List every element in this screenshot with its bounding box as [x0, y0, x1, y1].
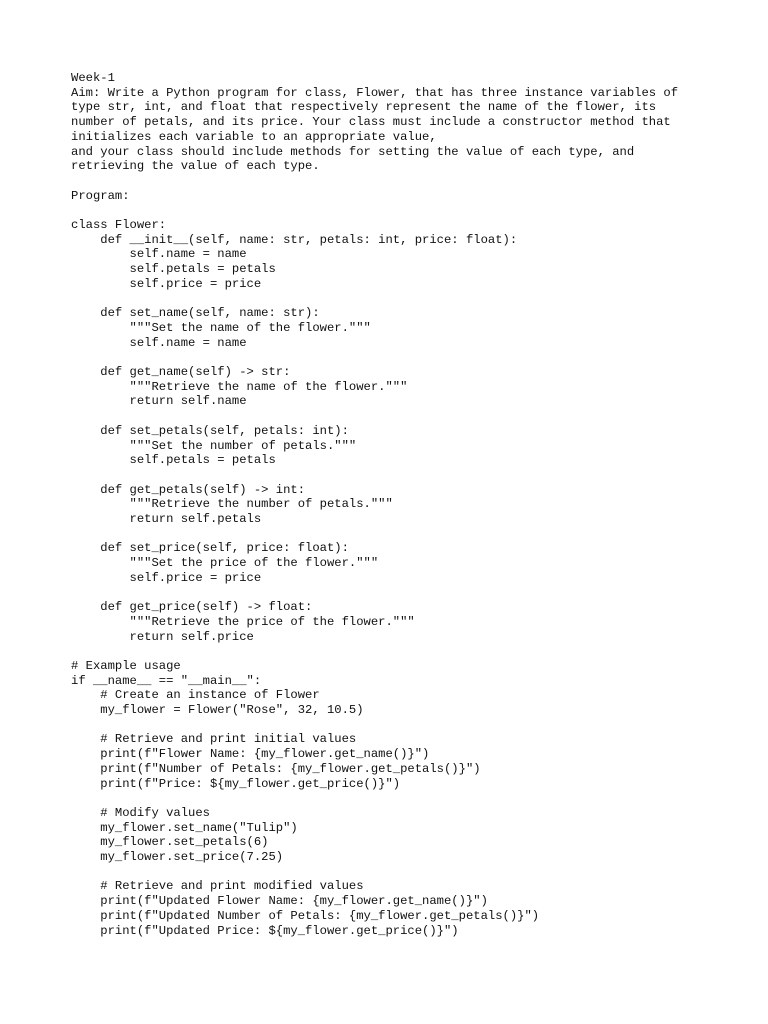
document-line — [71, 718, 751, 733]
document-line: def set_name(self, name: str): — [71, 306, 320, 321]
document-line: def set_price(self, price: float): — [71, 541, 349, 556]
document-line: self.petals = petals — [71, 453, 276, 468]
document-line: my_flower.set_petals(6) — [71, 835, 269, 850]
document-line: """Retrieve the number of petals.""" — [71, 497, 393, 512]
document-line: my_flower.set_name("Tulip") — [71, 820, 298, 835]
document-body — [71, 71, 751, 938]
document-line — [71, 174, 751, 189]
document-line: """Retrieve the name of the flower.""" — [71, 379, 408, 394]
document-line: number of petals, and its price. Your class must include a constructor method that — [71, 115, 671, 130]
document-line — [71, 586, 751, 601]
document-line — [71, 791, 751, 806]
document-line: and your class should include methods for setting the value of each type, and — [71, 144, 635, 159]
document-line — [71, 203, 751, 218]
document-line: print(f"Updated Number of Petals: {my_flower.get_petals()}") — [71, 908, 540, 923]
document-line: return self.petals — [71, 512, 262, 526]
document-line: my_flower = Flower("Rose", 32, 10.5) — [71, 703, 364, 718]
document-line: def __init__(self, name: str, petals: int, price: float): — [71, 232, 518, 247]
document-line: self.price = price — [71, 570, 262, 585]
document-line: print(f"Updated Price: ${my_flower.get_price()}") — [71, 923, 459, 938]
document-line: """Retrieve the price of the flower.""" — [71, 614, 415, 629]
document-line: print(f"Flower Name: {my_flower.get_name()}") — [71, 747, 430, 762]
document-line — [71, 468, 751, 483]
document-line: print(f"Number of Petals: {my_flower.get_petals()}") — [71, 761, 481, 776]
document-line: Aim: Write a Python program for class, Flower, that has three instance variables of — [71, 85, 679, 100]
document-line: self.name = name — [71, 335, 247, 350]
document-line — [71, 350, 751, 365]
document-line: def get_name(self) -> str: — [71, 365, 291, 379]
document-line: """Set the name of the flower.""" — [71, 320, 371, 335]
document-line: my_flower.set_price(7.25) — [71, 850, 284, 865]
document-line: def get_petals(self) -> int: — [71, 482, 306, 497]
document-line: # Retrieve and print modified values — [71, 879, 364, 894]
document-line: Program: — [71, 188, 130, 203]
document-line: """Set the number of petals.""" — [71, 438, 357, 453]
document-line: return self.name — [71, 394, 247, 409]
document-line: Week-1 — [71, 71, 115, 85]
document-line: initializes each variable to an appropriate value, — [71, 129, 437, 144]
document-line — [71, 292, 751, 307]
document-line: # Retrieve and print initial values — [71, 732, 357, 747]
document-line — [71, 865, 751, 880]
document-line: print(f"Updated Flower Name: {my_flower.get_name()}") — [71, 894, 488, 909]
document-line: return self.price — [71, 629, 254, 644]
document-line: self.name = name — [71, 247, 247, 262]
document-line — [71, 527, 751, 542]
document-line: # Example usage — [71, 658, 181, 673]
document-line: # Modify values — [71, 805, 210, 820]
document-line: def set_petals(self, petals: int): — [71, 423, 349, 438]
document-line: print(f"Price: ${my_flower.get_price()}") — [71, 776, 401, 791]
document-line: class Flower: — [71, 218, 167, 232]
document-line: self.price = price — [71, 276, 262, 291]
document-line: """Set the price of the flower.""" — [71, 556, 379, 571]
document-line — [71, 409, 751, 424]
document-line: def get_price(self) -> float: — [71, 600, 313, 615]
document-line: self.petals = petals — [71, 262, 276, 277]
document-line: retrieving the value of each type. — [71, 159, 320, 174]
document-line: type str, int, and float that respectively represent the name of the flower, its — [71, 100, 657, 115]
document-line — [71, 644, 751, 659]
document-line: # Create an instance of Flower — [71, 688, 320, 703]
document-line: if __name__ == "__main__": — [71, 673, 262, 688]
